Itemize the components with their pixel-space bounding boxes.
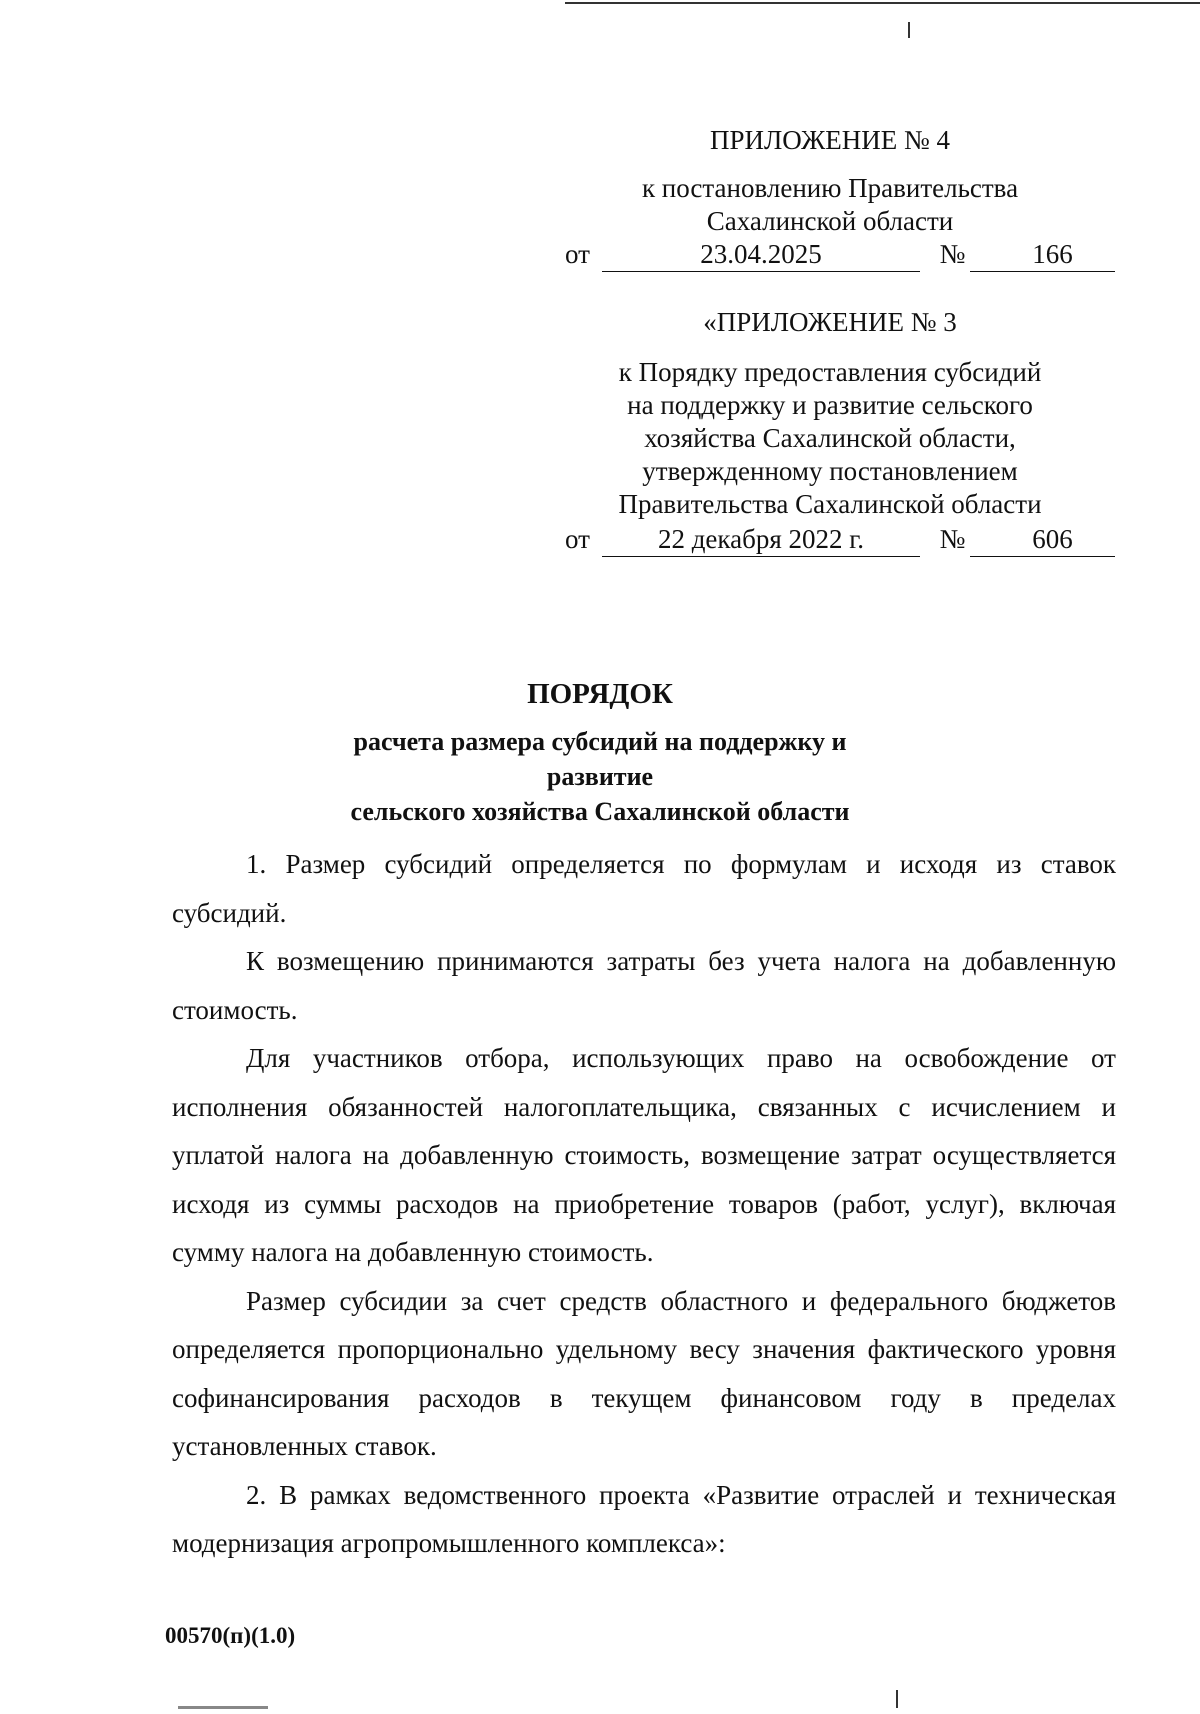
number-sign: № [939, 239, 966, 269]
paragraph: 1. Размер субсидий определяется по формулам и исходя из ставок субсидий. [172, 849, 1116, 928]
paragraph: Размер субсидии за счет средств областного и федерального бюджетов определяется пропорционально удельному весу значения фактического уровня софинансирования расходов в текущем финансовом году в пределах установленных ставок. [172, 1285, 1116, 1461]
ot-label: от [565, 524, 590, 554]
paragraph: Для участников отбора, использующих право на освобождение от исполнения обязанностей налогоплательщика, связанных с исчислением и уплатой налога на добавленную стоимость, возмещение затрат осуществляется исходя из суммы расходов на приобретение товаров (работ, услуг), включая сумму налога на добавленную стоимость. [172, 1043, 1116, 1267]
appendix4-reference-line [565, 237, 1115, 271]
scan-mark [908, 22, 910, 38]
appendix4-number-field [970, 237, 1115, 272]
appendix3-date: 22 декабря 2022 г. [602, 522, 920, 557]
appendix3-subtitle-line: утвержденному постановлением [642, 456, 1018, 486]
appendix3-subtitle-line: Правительства Сахалинской области [618, 489, 1042, 519]
appendix4-number: 166 [1032, 239, 1073, 269]
number-sign: № [939, 524, 966, 554]
footer-document-code: 00570(п)(1.0) [165, 1623, 296, 1648]
appendix3-subtitle-line: к Порядку предоставления субсидий [618, 357, 1042, 387]
top-rule [565, 2, 1200, 4]
document-body [172, 840, 1116, 1568]
paragraph: 2. В рамках ведомственного проекта «Развитие отраслей и техническая модернизация агропромышленного комплекса»: [172, 1479, 1116, 1558]
appendix3-subtitle-line: на поддержку и развитие сельского [627, 390, 1033, 420]
appendix3-subtitle [550, 356, 1110, 521]
appendix4-subtitle [550, 172, 1110, 238]
document-subtitle [300, 724, 900, 829]
appendix4-subtitle-line: Сахалинской области [706, 206, 954, 236]
document-subtitle-line: сельского хозяйства Сахалинской области [350, 797, 850, 826]
appendix4-date: 23.04.2025 [602, 237, 920, 272]
appendix3-number-field [970, 522, 1115, 557]
appendix4-title: ПРИЛОЖЕНИЕ № 4 [709, 125, 951, 155]
document-subtitle-line: расчета размера субсидий на поддержку и развитие [353, 727, 847, 791]
appendix3-number: 606 [1032, 524, 1073, 554]
appendix3-title: «ПРИЛОЖЕНИЕ № 3 [703, 307, 957, 337]
document-title: ПОРЯДОК [527, 678, 673, 710]
scan-mark [178, 1706, 268, 1709]
ot-label: от [565, 239, 590, 269]
scan-mark [896, 1690, 898, 1708]
appendix4-subtitle-line: к постановлению Правительства [641, 173, 1019, 203]
appendix3-reference-line [565, 522, 1115, 556]
appendix3-subtitle-line: хозяйства Сахалинской области, [644, 423, 1016, 453]
paragraph: К возмещению принимаются затраты без учета налога на добавленную стоимость. [172, 946, 1116, 1025]
